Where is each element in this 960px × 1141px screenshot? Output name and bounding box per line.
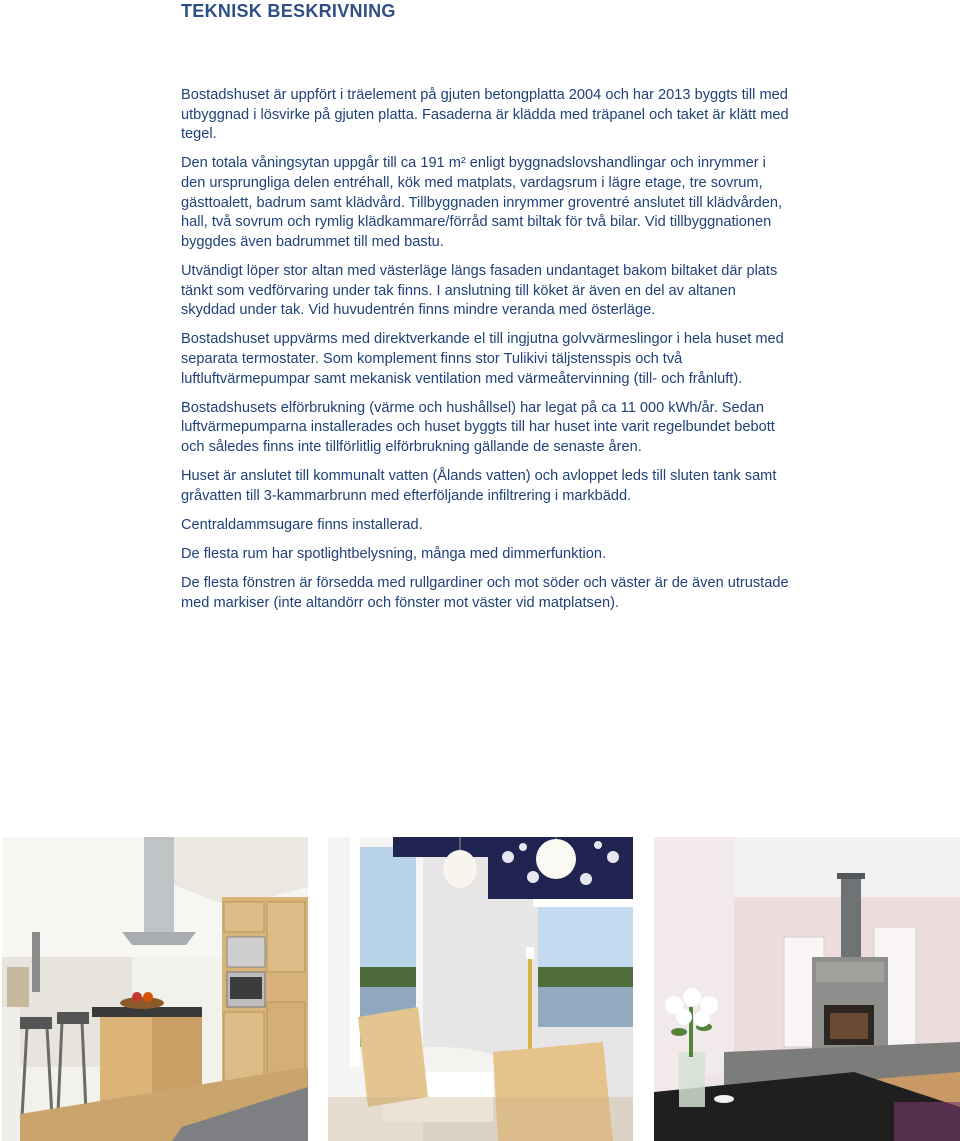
- page-heading: TEKNISK BESKRIVNING: [181, 1, 396, 21]
- paragraph-construction: Bostadshuset är uppfört i träelement på gjuten betongplatta 2004 och har 2013 byggts till med utbyggnad i lösvirke på gjuten platta. Fasaderna är klädda med träpanel och taket är klätt med tegel.: [181, 87, 789, 143]
- paragraph-windows: De flesta fönstren är försedda med rullgardiner och mot söder och väster är de även utrustade med markiser (inte altandörr och fönster mot väster vid matplatsen).: [181, 575, 789, 611]
- paragraph-floor-area: Den totala våningsytan uppgår till ca 191 m² enligt byggnadslovshandlingar och inrymmer i den ursprungliga delen entréhall, kök med matplats, vardagsrum i lägre etage, tre sovrum, gästtoalett, badrum samt klädvård. Tillbyggnaden inrymmer groventré anslutet till klädvården, hall, två sovrum och rymlig klädkammare/förråd samt biltak för två bilar. Vid tillbyggnationen byggdes även badrummet till med bastu.: [181, 155, 783, 250]
- dining-photo: [328, 837, 633, 1141]
- paragraph-vacuum: Centraldammsugare finns installerad.: [181, 516, 423, 533]
- description-text: [181, 86, 791, 623]
- paragraph-electricity: Bostadshusets elförbrukning (värme och hushållsel) har legat på ca 11 000 kWh/år. Sedan luftvärmepumparna installerades och huset byggts till har huset inte varit regelbundet bebott och således finns inte tillförlitlig elförbrukning gällande de senaste åren.: [181, 399, 775, 455]
- paragraph-heating: Bostadshuset uppvärms med direktverkande el till ingjutna golvvärmeslingor i hela huset med separata termostater. Som komplement finns stor Tulikivi täljstensspis och två luftluftvärmepumpar samt mekanisk ventilation med värmeåtervinning (till- och frånluft).: [181, 331, 784, 387]
- living-room-photo: [654, 837, 960, 1141]
- paragraph-lighting: De flesta rum har spotlightbelysning, många med dimmerfunktion.: [181, 546, 607, 563]
- paragraph-exterior: Utvändigt löper stor altan med västerläge längs fasaden undantaget bakom biltaket där plats tänkt som vedförvaring under tak finns. I anslutning till köket är även en del av altanen skyddad under tak. Vid huvudentrén finns mindre veranda med österläge.: [181, 262, 778, 319]
- kitchen-photo: [2, 837, 308, 1141]
- paragraph-water: Huset är anslutet till kommunalt vatten (Ålands vatten) och avloppet leds till sluten tank samt gråvatten till 3-kammarbrunn med efterföljande infiltrering i markbädd.: [181, 468, 777, 504]
